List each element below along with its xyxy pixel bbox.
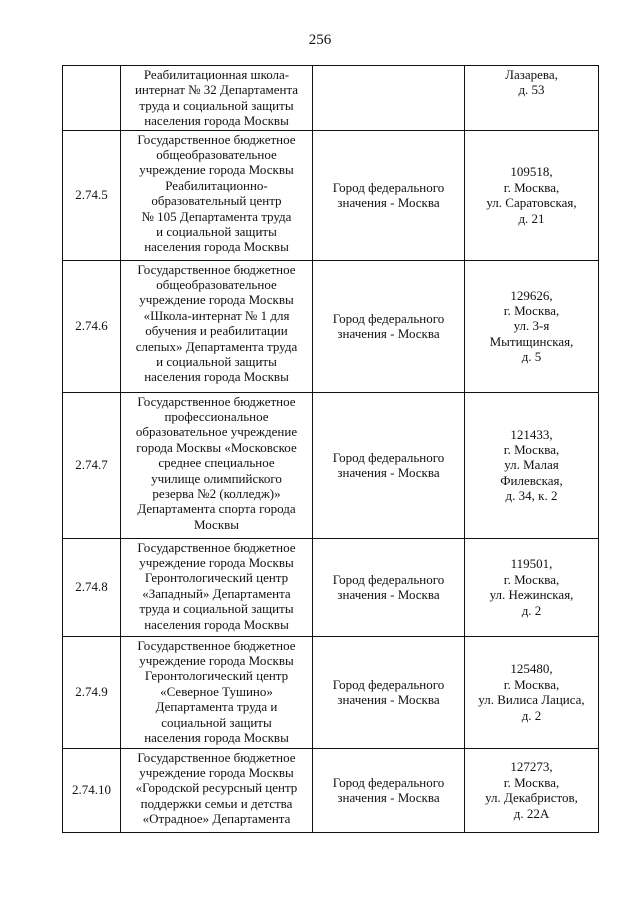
item-number-cell: 2.74.9	[63, 636, 121, 748]
address-line: г. Москва,	[503, 676, 560, 692]
table-row	[63, 260, 599, 392]
institution-name-cell	[121, 130, 313, 260]
address-line: ул. Малая	[504, 457, 559, 473]
institution-name-line: Геронтологический центр	[144, 570, 289, 586]
address-line: Мытищинская,	[489, 333, 574, 349]
address-line: ул. Вилиса Лациса,	[478, 692, 585, 708]
institution-name-line: образовательное учреждение	[135, 424, 298, 440]
region-cell: Город федерального значения - Москва	[313, 748, 465, 832]
institution-name-line: населения города Москвы	[144, 730, 289, 746]
address-line: 121433,	[510, 426, 553, 442]
institution-name-line: Государственное бюджетное	[137, 261, 296, 277]
institution-name-line: среднее специальное	[158, 455, 275, 471]
institution-name-line: населения города Москвы	[144, 239, 289, 255]
institution-name-line: Государственное бюджетное	[137, 539, 296, 555]
table-row	[63, 392, 599, 538]
institution-name-line: профессиональное	[164, 409, 269, 425]
item-number-cell: 2.74.7	[63, 392, 121, 538]
institution-name-line: Реабилитационная школа-	[143, 67, 290, 82]
institution-name-line: поддержки семьи и детства	[140, 795, 293, 811]
institutions-table-body	[63, 66, 599, 833]
institution-name-line: «Северное Тушино»	[160, 683, 273, 699]
institution-name-line: Департамента спорта города	[137, 501, 296, 517]
address-line: ул. Саратовская,	[486, 195, 577, 211]
institution-name-line: населения города Москвы	[144, 113, 289, 129]
item-number-cell: 2.74.10	[63, 748, 121, 832]
address-cell	[465, 66, 599, 131]
address-line: г. Москва,	[503, 179, 560, 195]
institution-name-cell	[121, 66, 313, 131]
item-number-cell: 2.74.5	[63, 130, 121, 260]
address-line: ул. Декабристов,	[485, 790, 578, 806]
institution-name-line: и социальной защиты	[156, 354, 277, 370]
address-line: д. 53	[518, 82, 545, 98]
institution-name-line: обучения и реабилитации	[145, 323, 288, 339]
institution-name-line: «Западный» Департамента	[142, 585, 291, 601]
institution-name-line: «Школа-интернат № 1 для	[143, 307, 290, 323]
table-row	[63, 748, 599, 832]
institution-name-line: и социальной защиты	[156, 224, 277, 240]
institution-name-line: учреждение города Москвы	[139, 653, 294, 669]
address-line: д. 34, к. 2	[505, 488, 558, 504]
institution-name-line: слепых» Департамента труда	[135, 338, 298, 354]
institution-name-line: «Городской ресурсный центр	[135, 780, 298, 796]
item-number-cell	[63, 66, 121, 131]
address-line: ул. 3-я	[513, 318, 550, 334]
address-line: д. 5	[521, 349, 542, 365]
institution-name-line: населения города Москвы	[144, 369, 289, 385]
institutions-table	[62, 65, 599, 833]
item-number-cell: 2.74.6	[63, 260, 121, 392]
institution-name-line: учреждение города Москвы	[139, 555, 294, 571]
institution-name-line: Государственное бюджетное	[137, 637, 296, 653]
address-line: д. 2	[521, 602, 542, 618]
address-line: 125480,	[510, 661, 553, 677]
institution-name-line: учреждение города Москвы	[139, 162, 294, 178]
institution-name-line: населения города Москвы	[144, 616, 289, 632]
institution-name-line: Геронтологический центр	[144, 668, 289, 684]
address-cell	[465, 130, 599, 260]
address-line: 109518,	[510, 164, 553, 180]
address-line: 119501,	[510, 556, 553, 572]
institution-name-cell	[121, 260, 313, 392]
region-cell: Город федерального значения - Москва	[313, 260, 465, 392]
institution-name-line: труда и социальной защиты	[139, 601, 294, 617]
table-row	[63, 130, 599, 260]
address-line: г. Москва,	[503, 571, 560, 587]
table-row	[63, 636, 599, 748]
institution-name-line: Департамента труда и	[155, 699, 278, 715]
address-cell	[465, 392, 599, 538]
table-row	[63, 66, 599, 131]
address-line: г. Москва,	[503, 774, 560, 790]
institution-name-line: училище олимпийского	[151, 470, 282, 486]
institution-name-line: труда и социальной защиты	[139, 97, 294, 113]
institution-name-line: Москвы	[193, 516, 240, 532]
institution-name-line: социальной защиты	[161, 714, 272, 730]
institution-name-line: № 105 Департамента труда	[141, 208, 292, 224]
address-line: 129626,	[510, 287, 553, 303]
institution-name-line: учреждение города Москвы	[139, 292, 294, 308]
institution-name-line: учреждение города Москвы	[139, 765, 294, 781]
region-cell: Город федерального значения - Москва	[313, 636, 465, 748]
address-line: д. 2	[521, 707, 542, 723]
address-line: Лазарева,	[505, 67, 558, 82]
address-line: ул. Нежинская,	[489, 587, 574, 603]
address-cell	[465, 538, 599, 636]
institution-name-cell	[121, 636, 313, 748]
address-cell	[465, 636, 599, 748]
institution-name-line: Государственное бюджетное	[137, 131, 296, 147]
institution-name-line: Государственное бюджетное	[137, 393, 296, 409]
address-line: г. Москва,	[503, 442, 560, 458]
institution-name-line: «Отрадное» Департамента	[142, 811, 291, 827]
institution-name-line: резерва №2 (колледж)»	[152, 486, 281, 502]
address-line: г. Москва,	[503, 303, 560, 319]
page-number: 256	[308, 32, 332, 48]
institution-name-line: общеобразовательное	[156, 147, 277, 163]
institution-name-cell	[121, 392, 313, 538]
address-cell	[465, 260, 599, 392]
institution-name-line: Реабилитационно-	[165, 177, 268, 193]
address-line: д. 21	[518, 210, 545, 226]
institution-name-line: образовательный центр	[151, 193, 282, 209]
address-line: 127273,	[510, 759, 553, 775]
institution-name-cell	[121, 748, 313, 832]
region-cell	[313, 66, 465, 131]
institution-name-cell	[121, 538, 313, 636]
item-number-cell: 2.74.8	[63, 538, 121, 636]
table-row	[63, 538, 599, 636]
address-cell	[465, 748, 599, 832]
region-cell: Город федерального значения - Москва	[313, 392, 465, 538]
institution-name-line: Государственное бюджетное	[137, 749, 296, 765]
institution-name-line: общеобразовательное	[156, 277, 277, 293]
region-cell: Город федерального значения - Москва	[313, 130, 465, 260]
institution-name-line: интернат № 32 Департамента	[134, 82, 299, 98]
address-line: д. 22А	[513, 805, 550, 821]
institution-name-line: города Москвы «Московское	[136, 439, 297, 455]
address-line: Филевская,	[500, 472, 563, 488]
region-cell: Город федерального значения - Москва	[313, 538, 465, 636]
